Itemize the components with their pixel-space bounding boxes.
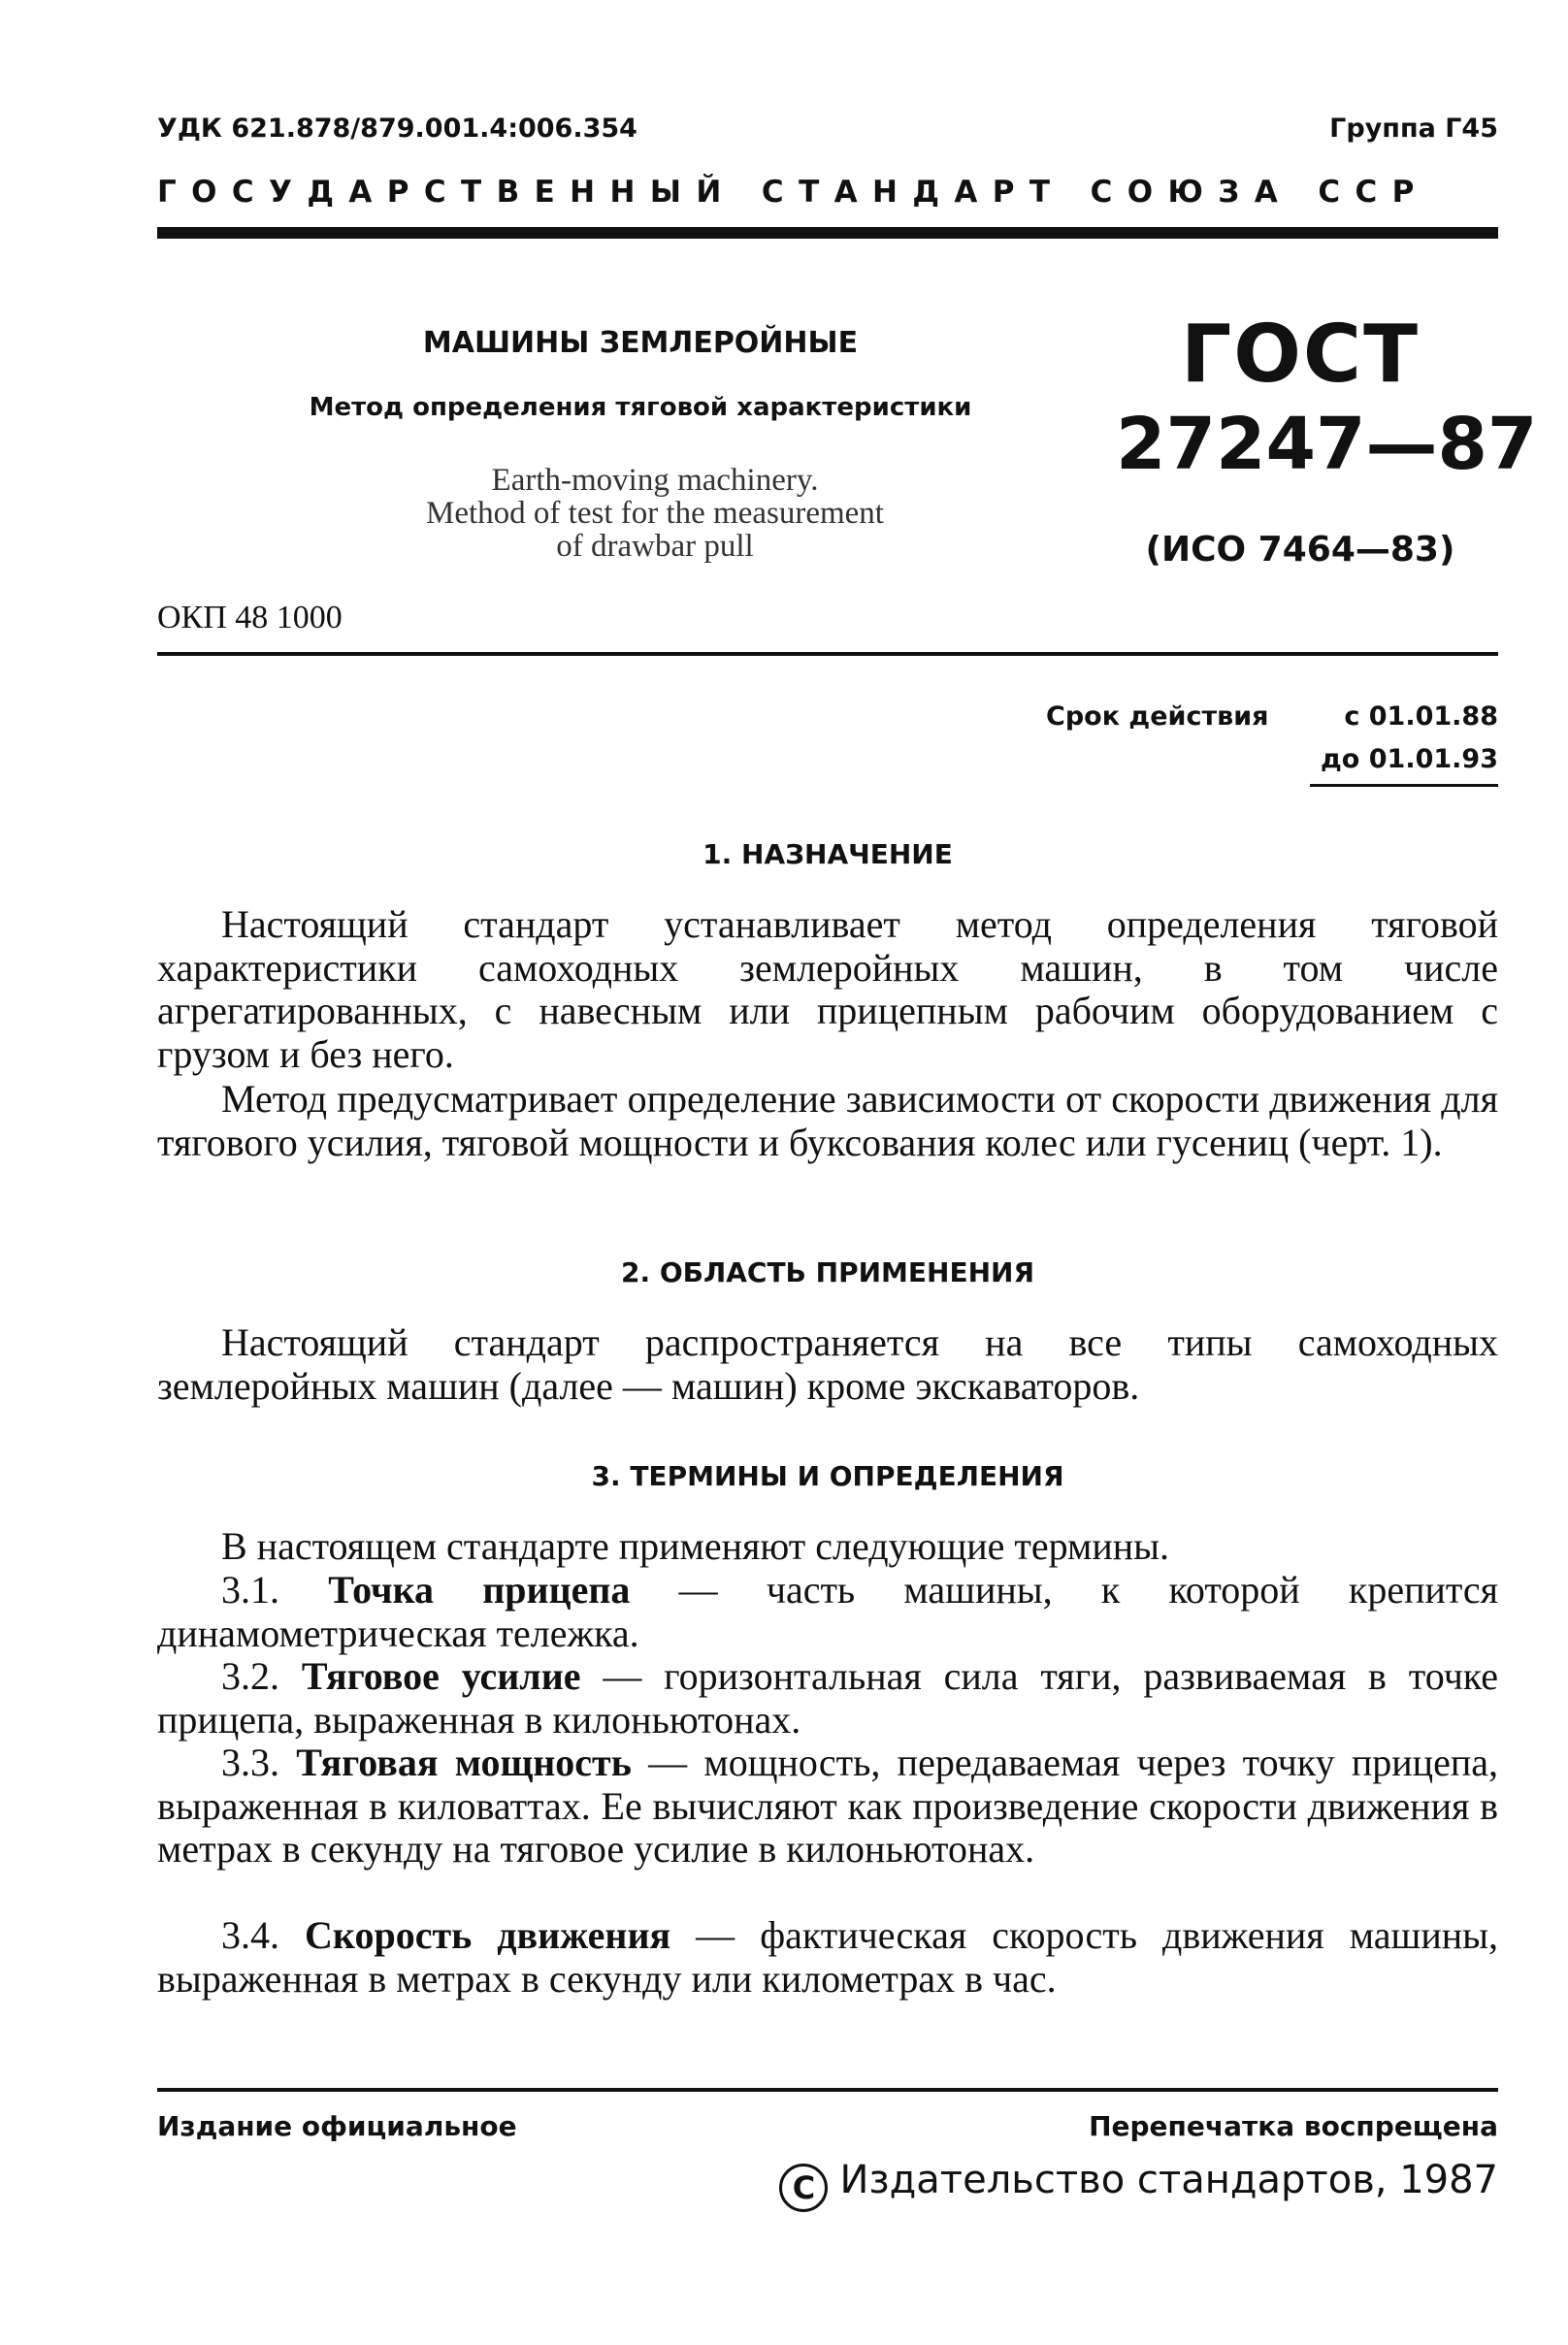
header-divider-thick [157, 227, 1498, 239]
section-1-heading: 1. НАЗНАЧЕНИЕ [702, 838, 953, 870]
term-3-3-term: Тяговая мощность [296, 1741, 632, 1784]
term-3-2-definition: — горизонтальная сила тяги, развиваемая в точке прицепа, выраженная в килоньютонах. [157, 1654, 1498, 1742]
validity-to: до 01.01.93 [1321, 744, 1498, 774]
iso-reference: (ИСО 7464—83) [1145, 530, 1455, 570]
section-3-heading: 3. ТЕРМИНЫ И ОПРЕДЕЛЕНИЯ [591, 1460, 1064, 1492]
publisher-line [779, 2158, 1498, 2212]
section-1-paragraph-1 [157, 903, 1498, 1076]
footer-divider [157, 2088, 1498, 2092]
term-3-3-number: 3.3. [221, 1741, 279, 1784]
gost-number: 27247—87 [1116, 403, 1538, 486]
title-divider [157, 652, 1498, 656]
okp-code: ОКП 48 1000 [157, 600, 343, 635]
title-ru-main: МАШИНЫ ЗЕМЛЕРОЙНЫЕ [422, 326, 859, 360]
title-en-line-3: of drawbar pull [556, 529, 754, 564]
section-1-paragraph-2-text: Метод предусматривает определение зависимости от скорости движения для тягового усилия, тяговой мощности и буксования колес или гусениц (черт. 1). [157, 1077, 1498, 1164]
title-en-line-1: Earth-moving machinery. [491, 463, 819, 498]
publisher-text: Издательство стандартов, 1987 [839, 2158, 1498, 2202]
state-standard-banner: ГОСУДАРСТВЕННЫЙ СТАНДАРТ СОЮЗА ССР [157, 175, 1429, 210]
term-3-1-definition: — часть машины, к которой крепится динамометрическая тележка. [157, 1568, 1499, 1655]
term-3-3-definition: — мощность, передаваемая через точку прицепа, выраженная в киловаттах. Ее вычисляют как произведение скорости движения в метрах в секунду на тяговое усилие в килоньютонах. [157, 1741, 1498, 1871]
validity-underline [1310, 784, 1498, 787]
title-ru-sub: Метод определения тяговой характеристики [309, 393, 972, 422]
section-3-intro-text: В настоящем стандарте применяют следующие термины. [221, 1524, 1170, 1568]
validity-label: Срок действия [1046, 701, 1269, 732]
validity-from: с 01.01.88 [1344, 701, 1498, 732]
copyright-icon: C [779, 2164, 828, 2212]
title-en [310, 464, 999, 563]
term-3-1 [157, 1569, 1498, 1655]
section-2-heading: 2. ОБЛАСТЬ ПРИМЕНЕНИЯ [620, 1256, 1035, 1288]
section-2-paragraph-1 [157, 1321, 1498, 1408]
section-1-paragraph-1-text: Настоящий стандарт устанавливает метод определения тяговой характеристики самоходных землеройных машин, в том числе агрегатированных, с навесным или прицепным рабочим оборудованием с грузом и без него. [157, 902, 1498, 1076]
section-1-paragraph-2 [157, 1078, 1498, 1164]
section-2-paragraph-1-text: Настоящий стандарт распространяется на все типы самоходных землеройных машин (далее — машин) кроме экскаваторов. [157, 1320, 1498, 1408]
term-3-2-term: Тяговое усилие [301, 1654, 581, 1698]
term-3-2 [157, 1655, 1498, 1742]
term-3-1-number: 3.1. [221, 1568, 279, 1612]
edition-note: Издание официальное [157, 2110, 517, 2142]
group-code: Группа Г45 [1329, 114, 1498, 144]
title-en-line-2: Method of test for the measurement [426, 496, 884, 531]
term-3-2-number: 3.2. [221, 1654, 279, 1698]
term-3-4 [157, 1914, 1498, 2001]
term-3-4-definition: — фактическая скорость движения машины, выраженная в метрах в секунду или километрах в час. [157, 1913, 1499, 2001]
udk-code: УДК 621.878/879.001.4:006.354 [157, 114, 637, 144]
term-3-1-term: Точка прицепа [328, 1568, 631, 1612]
term-3-4-number: 3.4. [221, 1913, 279, 1957]
gost-label: ГОСТ [1180, 309, 1421, 401]
term-3-4-term: Скорость движения [305, 1913, 671, 1957]
term-3-3 [157, 1742, 1498, 1872]
section-3-intro [157, 1525, 1498, 1569]
reprint-notice: Перепечатка воспрещена [1089, 2110, 1498, 2142]
